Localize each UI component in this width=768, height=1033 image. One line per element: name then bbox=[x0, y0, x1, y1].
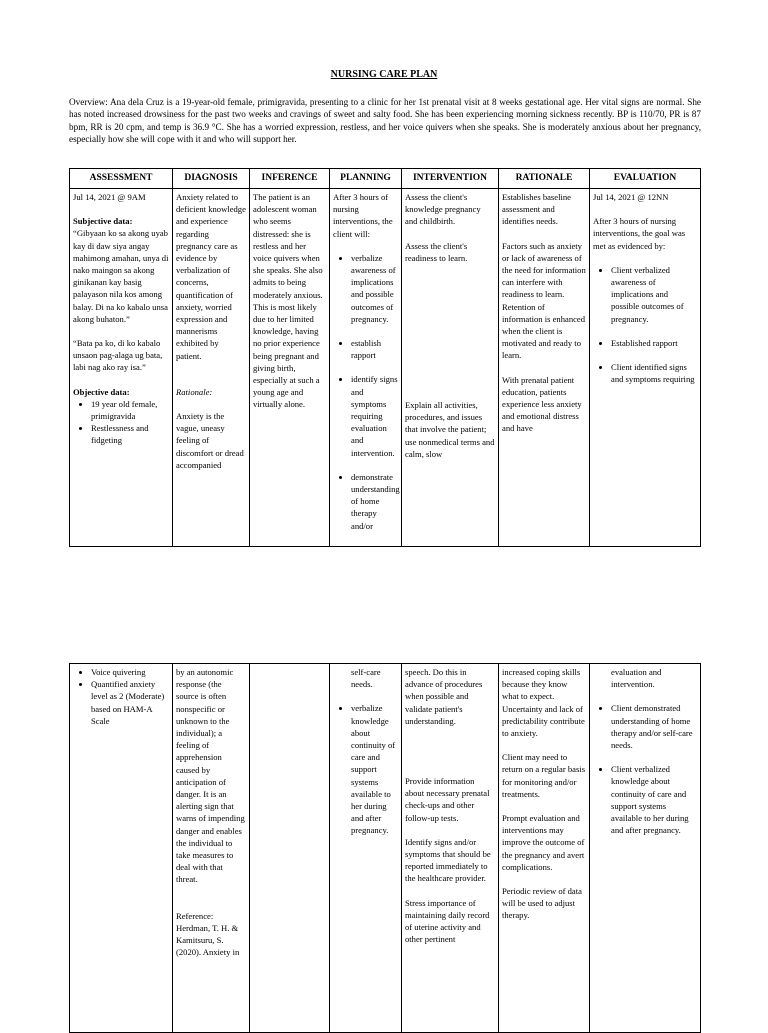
objective-item: • Quantified anxiety level as 2 (Moderate) based on HAM-A Scale bbox=[91, 678, 169, 727]
rationale-item: Client may need to return on a regular basis for monitoring and/or treatments. bbox=[502, 752, 586, 799]
evaluation-continued: evaluation and intervention. bbox=[611, 667, 662, 690]
planning-item: • demonstrate understanding of home therapy and/or bbox=[351, 471, 398, 532]
care-plan-table-page-1 bbox=[69, 168, 701, 547]
evaluation-cell bbox=[590, 664, 701, 1033]
evaluation-list bbox=[593, 702, 697, 836]
planning-continued: self-care needs. bbox=[351, 667, 381, 690]
planning-item: • establish rapport bbox=[351, 337, 398, 361]
evaluation-item: • Established rapport bbox=[611, 337, 697, 349]
rationale-cell bbox=[499, 664, 590, 1033]
header-planning: PLANNING bbox=[330, 169, 402, 189]
diagnosis-text: Anxiety related to deficient knowledge and experience regarding pregnancy care as evidence by verbalization of concerns, quantification of anxiety, worried expression and mannerisms exhibited by patient. bbox=[176, 192, 246, 361]
objective-item: • Restlessness and fidgeting bbox=[91, 422, 169, 446]
header-evaluation: EVALUATION bbox=[590, 169, 701, 189]
diagnosis-rationale: Anxiety is the vague, uneasy feeling of discomfort or dread accompanied bbox=[176, 411, 244, 470]
inference-text: The patient is an adolescent woman who seems distressed: she is restless and her voice quivers when she speaks. She also admits to being moderately anxious. This is most likely due to her limited knowledge, having no prior experience being pregnant and giving birth, especially at such a young age and virtually alone. bbox=[253, 192, 323, 410]
planning-item: • verbalize awareness of implications and possible outcomes of pregnancy. bbox=[351, 252, 398, 325]
document-title: NURSING CARE PLAN bbox=[330, 69, 438, 80]
subjective-label: Subjective data: bbox=[73, 216, 133, 227]
rationale-item: Periodic review of data will be used to adjust therapy. bbox=[502, 886, 582, 921]
header-rationale: RATIONALE bbox=[499, 169, 590, 189]
rationale-item: Prompt evaluation and interventions may improve the outcome of the pregnancy and avert complications. bbox=[502, 813, 585, 872]
evaluation-date: Jul 14, 2021 @ 12NN bbox=[593, 192, 669, 202]
diagnosis-cell bbox=[173, 189, 250, 547]
evaluation-item: • Client demonstrated understanding of home therapy and/or self-care needs. bbox=[611, 702, 697, 751]
diagnosis-text: by an autonomic response (the source is often nonspecific or unknown to the individual); a feeling of apprehension caused by anticipation of danger. It is an alerting sign that warns of impending danger and enables the individual to take measures to deal with that threat. bbox=[176, 667, 245, 885]
content-row bbox=[70, 189, 701, 547]
intervention-item: speech. Do this in advance of procedures when possible and validate patient's understanding. bbox=[405, 667, 483, 726]
planning-list bbox=[333, 252, 398, 532]
planning-item: • identify signs and symptoms requiring evaluation and intervention. bbox=[351, 373, 398, 458]
rationale-label: Rationale: bbox=[176, 386, 213, 397]
rationale-item: With prenatal patient education, patients experience less anxiety and emotional distress and have bbox=[502, 374, 582, 434]
objective-list bbox=[73, 666, 169, 727]
planning-item: • verbalize knowledge about continuity of care and support systems available to her during and after pregnancy. bbox=[351, 702, 398, 836]
evaluation-item: • Client verbalized knowledge about continuity of care and support systems available to her during and after pregnancy. bbox=[611, 763, 697, 836]
header-intervention: INTERVENTION bbox=[402, 169, 499, 189]
inference-cell bbox=[250, 664, 330, 1033]
objective-label: Objective data: bbox=[73, 386, 130, 397]
evaluation-list bbox=[593, 264, 697, 386]
overview-paragraph: Overview: Ana dela Cruz is a 19-year-old female, primigravida, presenting to a clinic for her 1st prenatal visit at 8 weeks gestational age. Her vital signs are normal. She has noted increased drowsiness for the past two weeks and cravings of sweet and salty food. She has been experiencing morning sickness recently. BP is 110/70, PR is 87 bpm, RR is 20 cpm, and temp is 36.9 °C. She has a worried expression, restless, and her voice quivers when she speaks. She is moderately anxious about her pregnancy, especially how she will cope with it and who will support her. bbox=[69, 97, 701, 144]
evaluation-intro: After 3 hours of nursing interventions, the goal was met as evidenced by: bbox=[593, 216, 686, 251]
header-inference: INFERENCE bbox=[250, 169, 330, 189]
rationale-item: increased coping skills because they know what to expect. Uncertainty and lack of predictability contribute to anxiety. bbox=[502, 667, 585, 739]
reference-text: Reference: Herdman, T. H. & Kamitsuru, S. (2020). Anxiety in bbox=[176, 910, 240, 958]
content-row bbox=[70, 664, 701, 1033]
evaluation-item: • Client verbalized awareness of implications and possible outcomes of pregnancy. bbox=[611, 264, 697, 325]
intervention-item: Explain all activities, procedures, and issues that involve the patient; use nonmedical terms and calm, slow bbox=[405, 400, 495, 459]
planning-intro: After 3 hours of nursing interventions, the client will: bbox=[333, 192, 393, 239]
rationale-item: Factors such as anxiety or lack of awareness of the need for information can interfere with readiness to learn. Retention of information is enhanced when the client is motivated and ready to learn. bbox=[502, 240, 586, 361]
objective-list bbox=[73, 398, 169, 447]
header-diagnosis: DIAGNOSIS bbox=[173, 169, 250, 189]
diagnosis-cell bbox=[173, 664, 250, 1033]
assessment-cell bbox=[70, 664, 173, 1033]
intervention-item: Identify signs and/or symptoms that should be reported immediately to the healthcare provider. bbox=[405, 836, 491, 884]
header-assessment: ASSESSMENT bbox=[70, 169, 173, 189]
intervention-cell bbox=[402, 664, 499, 1033]
evaluation-item: • Client identified signs and symptoms requiring bbox=[611, 361, 697, 385]
intervention-item: Assess the client's knowledge pregnancy and childbirth. bbox=[405, 192, 481, 227]
rationale-cell bbox=[499, 189, 590, 547]
planning-cell bbox=[330, 189, 402, 547]
evaluation-cell bbox=[590, 189, 701, 547]
intervention-cell bbox=[402, 189, 499, 547]
care-plan-table-page-2 bbox=[69, 663, 701, 1033]
subjective-quote-1: “Gibyaan ko sa akong uyab kay di daw siya angay mahimong amahan, unya di nako maingon sa akong ginikanan kay basig palayason nila kos among balay. Di na ko kabalo unsa akong buhaton.” bbox=[73, 228, 169, 324]
header-row bbox=[70, 169, 701, 189]
intervention-item: Assess the client's readiness to learn. bbox=[405, 240, 468, 263]
planning-list bbox=[333, 702, 398, 836]
subjective-quote-2: “Bata pa ko, di ko kabalo unsaon pag-alaga ug bata, labi nag ako ray isa.” bbox=[73, 338, 163, 373]
intervention-item: Provide information about necessary prenatal check-ups and other follow-up tests. bbox=[405, 776, 490, 823]
planning-cell bbox=[330, 664, 402, 1033]
inference-cell bbox=[250, 189, 330, 547]
intervention-item: Stress importance of maintaining daily record of uterine activity and other pertinent bbox=[405, 897, 490, 945]
assessment-cell bbox=[70, 189, 173, 547]
assessment-date: Jul 14, 2021 @ 9AM bbox=[73, 192, 146, 202]
rationale-item: Establishes baseline assessment and identifies needs. bbox=[502, 192, 571, 227]
objective-item: • Voice quivering bbox=[91, 666, 169, 678]
objective-item: • 19 year old female, primigravida bbox=[91, 398, 169, 422]
